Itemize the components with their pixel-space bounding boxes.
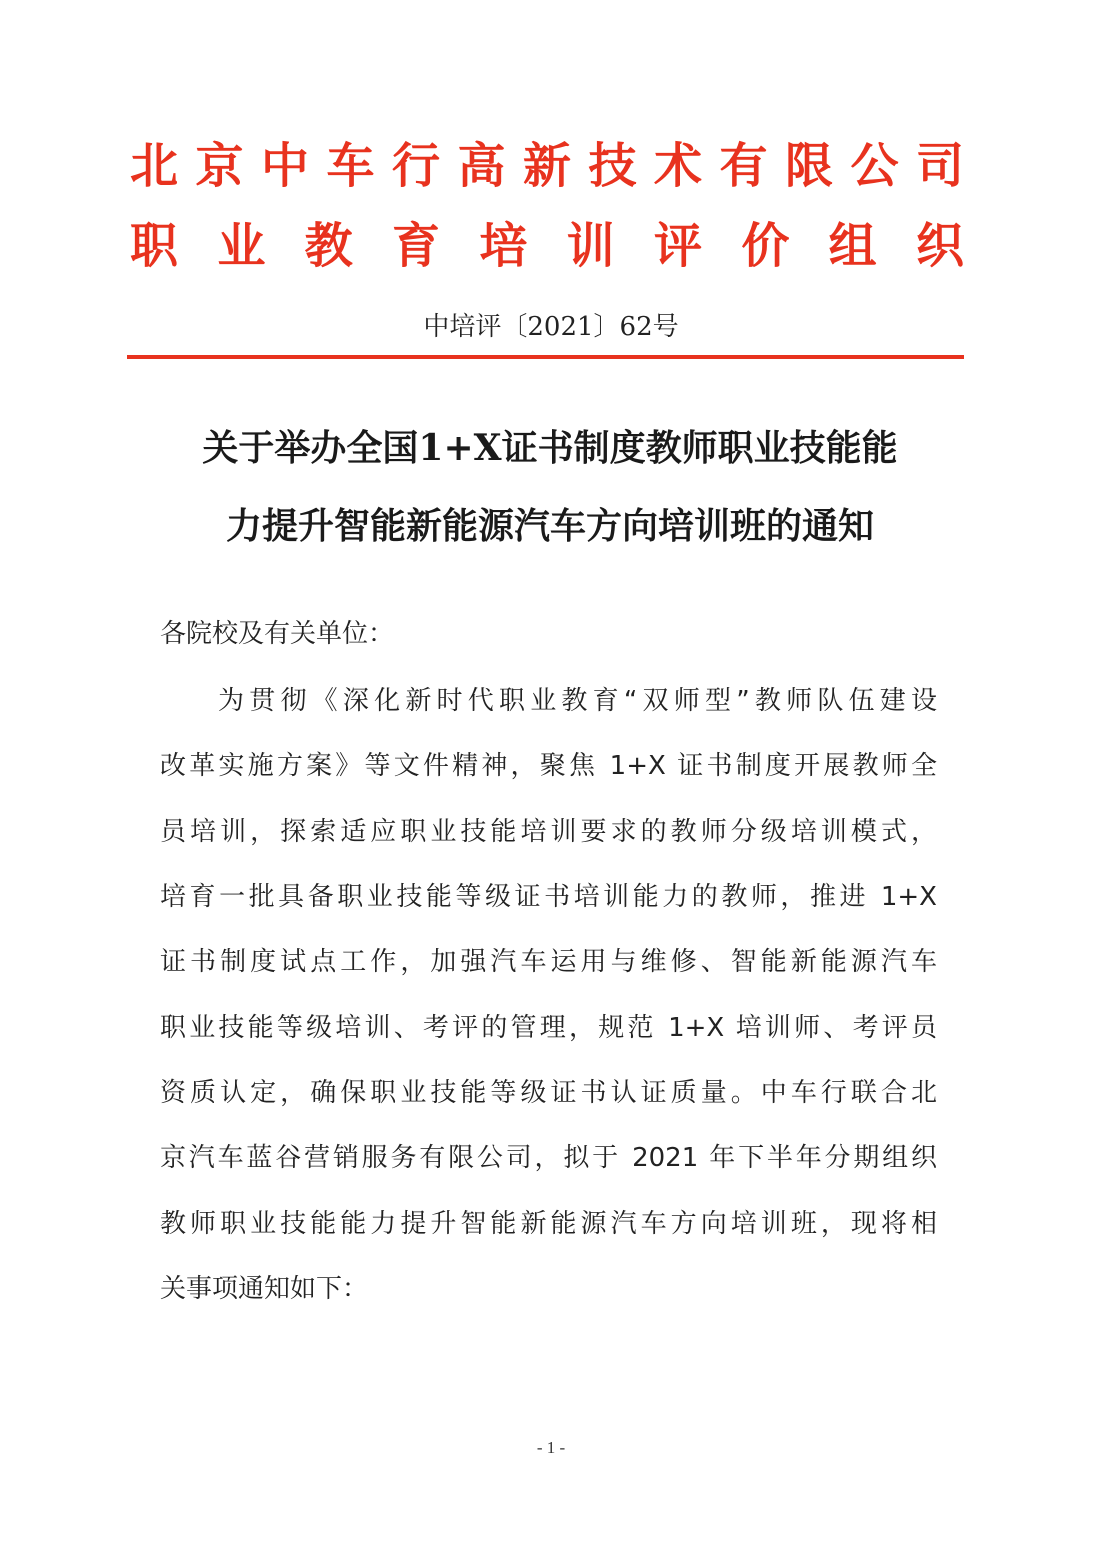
document-number: 中培评〔2021〕62号 bbox=[423, 312, 679, 342]
body-line: 关事项通知如下： bbox=[160, 1274, 369, 1304]
org-name-line1: 北京中车行高新技术有限公司 bbox=[130, 138, 964, 194]
page-number: - 1 - bbox=[536, 1438, 566, 1457]
body-line: 培育一批具备职业技能等级证书培训能力的教师，推进 1+X bbox=[160, 882, 937, 912]
org-name-line2: 职业教育培训评价组织 bbox=[130, 218, 964, 274]
body-line: 改革实施方案》等文件精神，聚焦 1+X 证书制度开展教师全 bbox=[160, 751, 937, 781]
body-line: 为贯彻《深化新时代职业教育“双师型”教师队伍建设 bbox=[218, 686, 937, 716]
body-line: 证书制度试点工作，加强汽车运用与维修、智能新能源汽车 bbox=[160, 947, 937, 977]
body-line: 职业技能等级培训、考评的管理，规范 1+X 培训师、考评员 bbox=[160, 1013, 937, 1043]
red-divider bbox=[127, 355, 964, 359]
salutation: 各院校及有关单位： bbox=[160, 619, 395, 649]
notice-title-line1: 关于举办全国1+X证书制度教师职业技能能 bbox=[202, 427, 898, 469]
body-line: 资质认定，确保职业技能等级证书认证质量。中车行联合北 bbox=[160, 1078, 937, 1108]
body-line: 京汽车蓝谷营销服务有限公司，拟于 2021 年下半年分期组织 bbox=[160, 1143, 937, 1173]
body-line: 员培训，探索适应职业技能培训要求的教师分级培训模式， bbox=[160, 817, 937, 847]
body-line: 教师职业技能能力提升智能新能源汽车方向培训班，现将相 bbox=[160, 1209, 937, 1239]
notice-title-line2: 力提升智能新能源汽车方向培训班的通知 bbox=[225, 505, 874, 547]
